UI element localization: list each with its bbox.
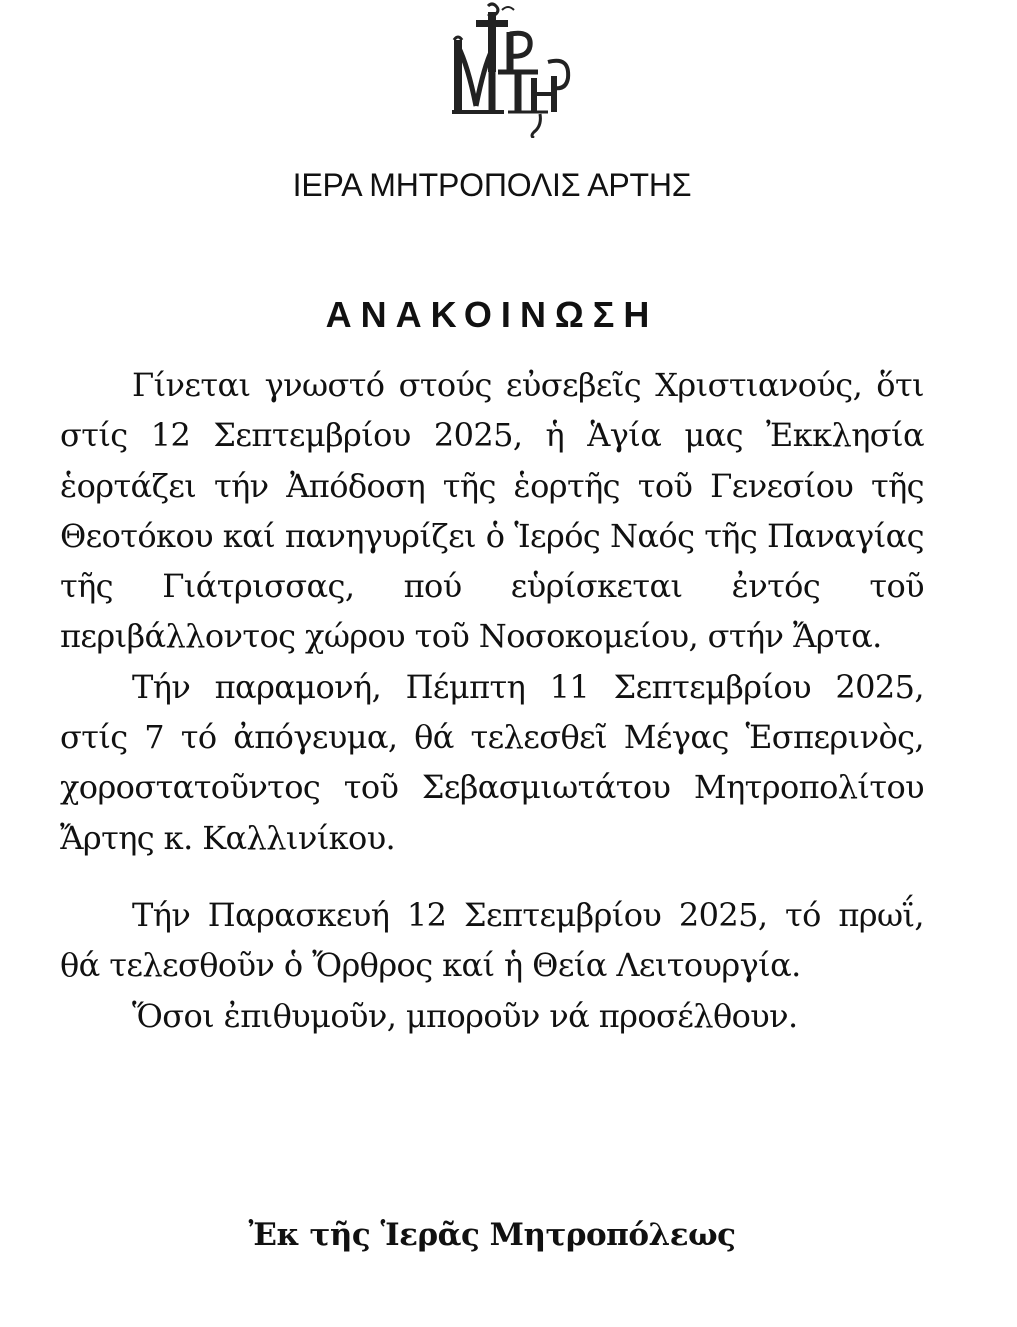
body-paragraph-1: Γίνεται γνωστό στούς εὐσεβεῖς Χριστιανούς, ὅτι στίς 12 Σεπτεμβρίου 2025, ἡ Ἁγία μας Ἐκκλησία ἑορτάζει τήν Ἀπόδοση τῆς ἑορτῆς τοῦ Γενεσίου τῆς Θεοτόκου καί πανηγυρίζει ὁ Ἱερός Ναός τῆς Παναγίας τῆς Γιάτρισσας, πού εὑρίσκεται ἐντός τοῦ περιβάλλοντος χώρου τοῦ Νοσοκομείου, στήν Ἄρτα. — [60, 366, 924, 656]
header-title: ΙΕΡΑ ΜΗΤΡΟΠΟΛΙΣ ΑΡΤΗΣ — [292, 167, 692, 203]
body-paragraph-2: Τήν παραμονή, Πέμπτη 11 Σεπτεμβρίου 2025, στίς 7 τό ἀπόγευμα, θά τελεσθεῖ Μέγας Ἑσπερινὸς, χοροστατοῦντος τοῦ Σεβασμιωτάτου Μητροπολίτου Ἄρτης κ. Καλλινίκου. — [60, 667, 924, 857]
announcement-heading: ΑΝΑΚΟΙΝΩΣΗ — [325, 294, 659, 335]
body-paragraph-4: Ὅσοι ἐπιθυμοῦν, μποροῦν νά προσέλθουν. — [132, 996, 798, 1035]
metropolis-monogram-icon — [448, 2, 576, 138]
signature: Ἐκ τῆς Ἱερᾶς Μητροπόλεως — [248, 1217, 736, 1253]
announcement-body — [60, 360, 924, 1041]
body-paragraph-3: Τήν Παρασκευή 12 Σεπτεμβρίου 2025, τό πρωΐ, θά τελεσθοῦν ὁ Ὄρθρος καί ἡ Θεία Λειτουργία. — [60, 895, 924, 985]
